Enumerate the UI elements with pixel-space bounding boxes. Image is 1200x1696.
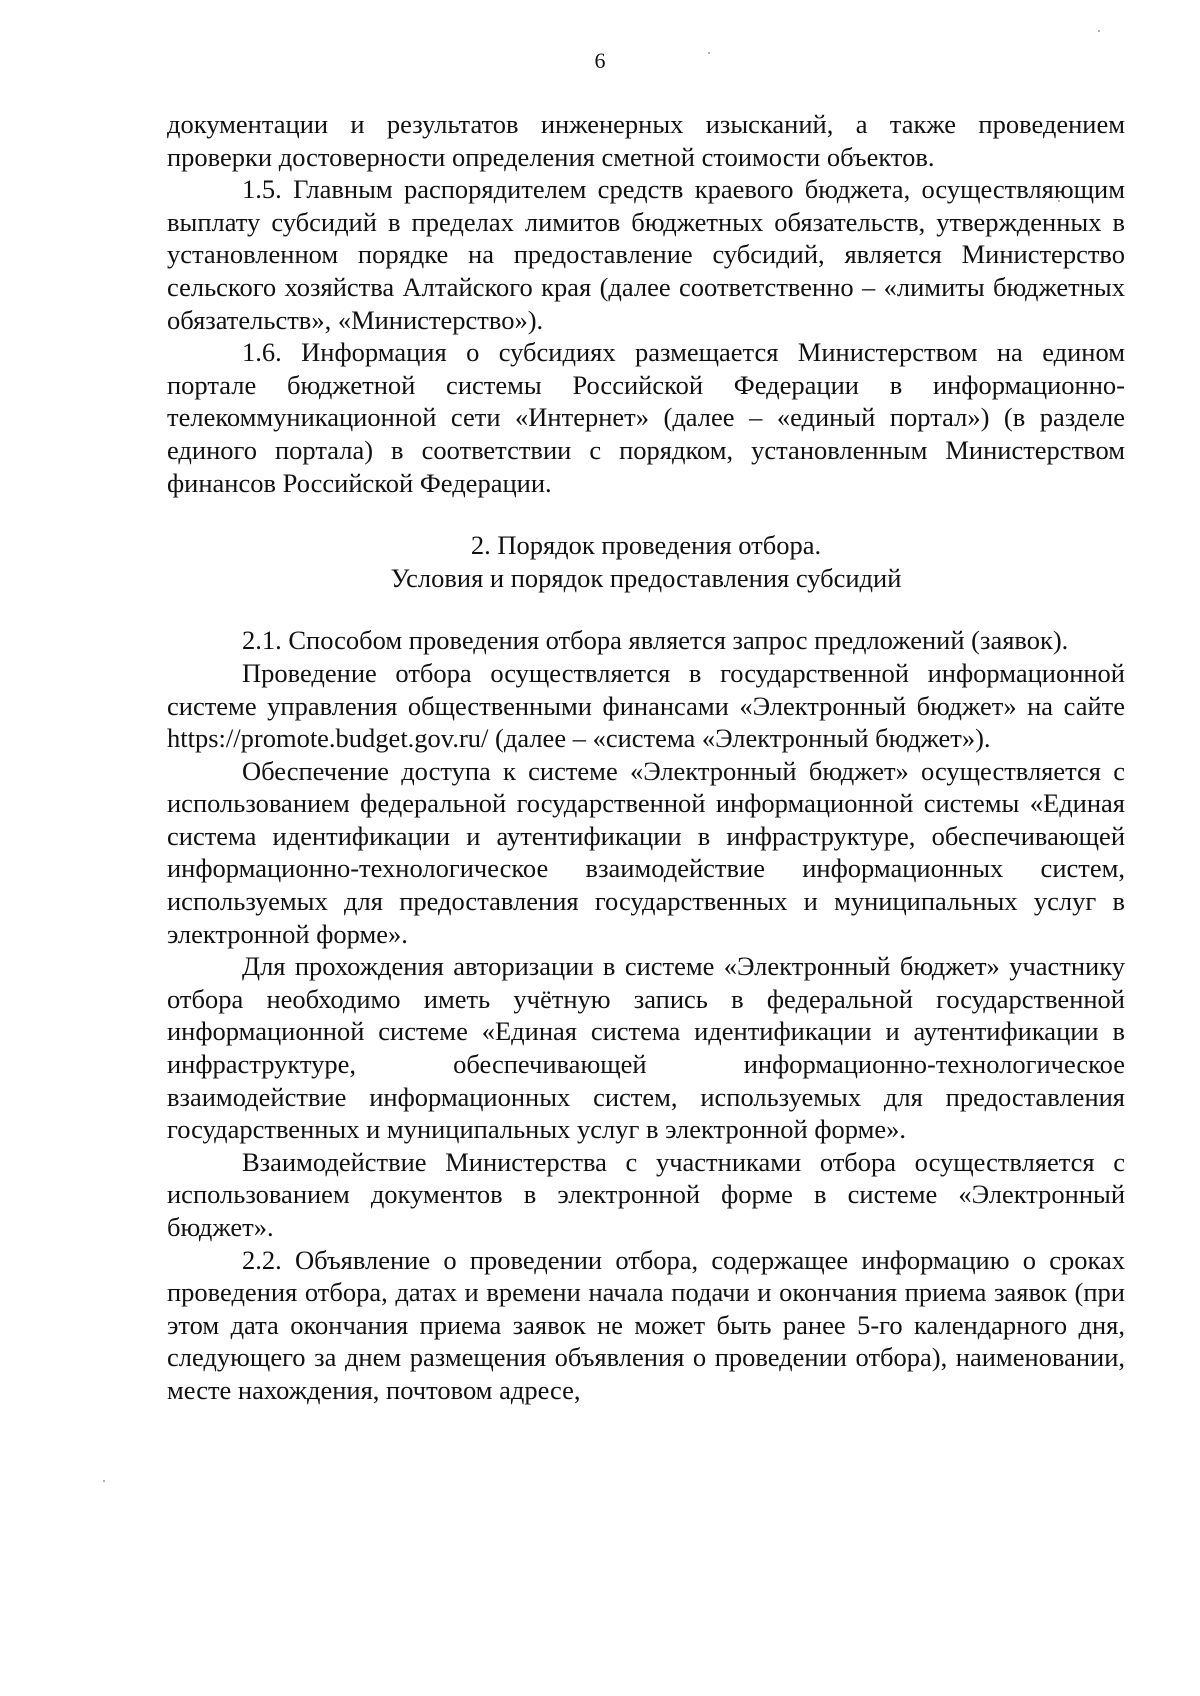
section-title-line-1: 2. Порядок проведения отбора. xyxy=(470,530,822,561)
paragraph-1-5: 1.5. Главным распорядителем средств краевого бюджета, осуществляющим выплату субсидий в пределах лимитов бюджетных обязательств, утвержденных в установленном порядке на предоставление субсидий, является Министерство сельского хозяйства Алтайского края (далее соответственно – «лимиты бюджетных обязательств», «Министерство»). xyxy=(167,174,1125,335)
paragraph-1-6: 1.6. Информация о субсидиях размещается Министерством на едином портале бюджетной системы Российской Федерации в информационно-телекоммуникационной сети «Интернет» (далее – «единый портал») (в разделе единого портала) в соответствии с порядком, установленным Министерством финансов Российской Федерации. xyxy=(167,337,1125,498)
scan-speck xyxy=(708,52,710,54)
section-title xyxy=(167,529,1125,594)
page-number: 6 xyxy=(594,48,606,73)
paragraph: Взаимодействие Министерства с участниками отбора осуществляется с использованием документов в электронной форме в системе «Электронный бюджет». xyxy=(167,1146,1125,1242)
document-body xyxy=(167,108,1125,1407)
scan-speck xyxy=(1098,30,1100,32)
section-title-line-2: Условия и порядок предоставления субсидий xyxy=(390,562,902,593)
paragraph: Проведение отбора осуществляется в государственной информационной системе управления общественными финансами «Электронный бюджет» на сайте https://promote.budget.gov.ru/ (далее – «система «Электронный бюджет»). xyxy=(167,657,1125,754)
paragraph-2-2: 2.2. Объявление о проведении отбора, содержащее информацию о сроках проведения отбора, датах и времени начала подачи и окончания приема заявок (при этом дата окончания приема заявок не может быть ранее 5-го календарного дня, следующего за днем размещения объявления о проведении отбора), наименовании, месте нахождения, почтовом адресе, xyxy=(167,1244,1125,1405)
scan-speck xyxy=(103,1480,105,1482)
paragraph: Обеспечение доступа к системе «Электронный бюджет» осуществляется с использованием федеральной государственной информационной системы «Единая система идентификации и аутентификации в инфраструктуре, обеспечивающей информационно-технологическое взаимодействие информационных систем, используемых для предоставления государственных и муниципальных услуг в электронной форме». xyxy=(167,755,1125,949)
paragraph: документации и результатов инженерных изысканий, а также проведением проверки достоверности определения сметной стоимости объектов. xyxy=(167,109,1125,172)
paragraph-2-1: 2.1. Способом проведения отбора является запрос предложений (заявок). xyxy=(242,625,1069,656)
paragraph: Для прохождения авторизации в системе «Электронный бюджет» участнику отбора необходимо иметь учётную запись в федеральной государственной информационной системе «Единая система идентификации и аутентификации в инфраструктуре, обеспечивающей информационно-технологическое взаимодействие информационных систем, используемых для предоставления государственных и муниципальных услуг в электронной форме». xyxy=(167,951,1125,1145)
